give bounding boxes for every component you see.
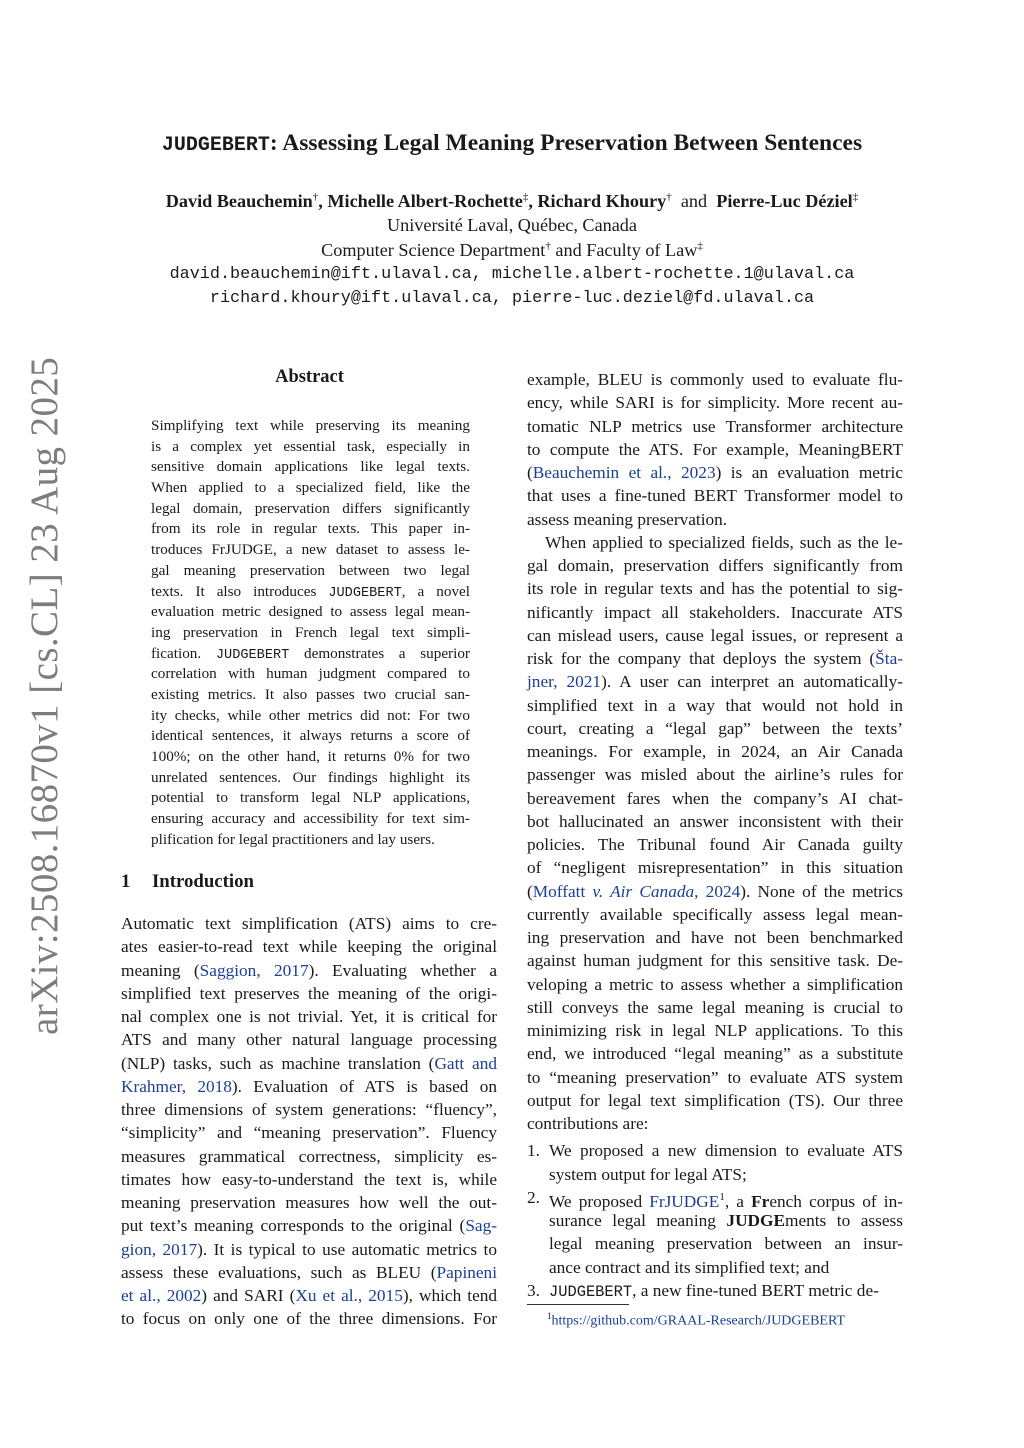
text-fragment: (NLP) tasks, such as machine translation (: [121, 1053, 435, 1073]
text-line: ency, while SARI is for simplicity. More recent au-: [527, 393, 903, 413]
affiliation-mark: ‡: [522, 191, 529, 203]
text-fragment: JUDGE: [726, 1211, 785, 1230]
text-line: simplified text in a way that would not hold in: [527, 695, 903, 715]
affiliation-mark: †: [312, 191, 319, 203]
text-line: policies. The Tribunal found Air Canada guilty: [527, 835, 903, 854]
text-fragment: ). Evaluation of ATS is based on: [231, 1076, 498, 1096]
citation-link[interactable]: et al., 2002: [121, 1286, 202, 1305]
text-line: nificantly impact all stakeholders. Inaccurate ATS: [527, 602, 903, 622]
author-name: Michelle Albert-Rochette: [327, 191, 523, 212]
citation-link[interactable]: jner, 2021: [527, 672, 602, 692]
arxiv-identifier: arXiv:2508.16870v1 [cs.CL] 23 Aug 2025: [23, 356, 66, 1035]
title-text: : Assessing Legal Meaning Preservation Between Sentences: [269, 130, 863, 156]
department-name: Faculty of Law: [586, 240, 698, 261]
text-line: to focus on only one of the three dimensions. For: [121, 1309, 497, 1329]
department-name: Computer Science Department: [321, 240, 546, 261]
text-line: example, BLEU is commonly used to evaluate flu-: [527, 370, 903, 389]
affiliation-mark: †: [545, 240, 551, 252]
text-line: bot hallucinated an answer inconsistent with their: [527, 811, 903, 831]
text-fragment: fication.: [151, 644, 216, 662]
text-line: simplified text preserves the meaning of the origi-: [121, 983, 497, 1003]
text-line: ates easier-to-read text while keeping the original: [121, 937, 497, 957]
text-line: passenger was misled about the airline’s rules for: [527, 765, 903, 785]
citation-link[interactable]: Moffatt v. Air Canada, 2024: [532, 881, 741, 901]
text-line: [121, 959, 497, 982]
text-line: [121, 1075, 497, 1098]
text-fragment: surance legal meaning: [549, 1211, 727, 1230]
separator: ,: [528, 191, 533, 212]
contribution-item: [527, 1186, 903, 1279]
text-line: veloping a metric to assess whether a simplification: [527, 974, 903, 994]
citation-link[interactable]: gion, 2017: [121, 1239, 198, 1259]
metric-name: JUDGEBERT: [215, 647, 290, 663]
author-name: Richard Khoury: [537, 191, 667, 212]
contribution-item: [527, 1279, 903, 1302]
text-line: [121, 1261, 497, 1284]
text-line: to compute the ATS. For example, MeaningBERT: [527, 439, 903, 459]
text-fragment: ments to assess: [785, 1211, 903, 1230]
text-line: legal domain, preservation differs significantly: [151, 499, 470, 517]
text-line: correlation with human judgment compared to: [151, 665, 470, 683]
text-line: [527, 670, 903, 693]
text-line: [121, 1214, 497, 1237]
text-line: unrelated sentences. Our findings highlight its: [151, 768, 470, 786]
text-fragment: ). None of the metrics: [740, 881, 903, 901]
text-line: troduces FrJUDGE, a new dataset to assess le-: [151, 541, 470, 559]
text-line: court, creating a “legal gap” between the texts’: [527, 718, 903, 738]
text-fragment: assess these evaluations, such as BLEU (: [121, 1262, 437, 1282]
text-fragment: ench corpus of in-: [769, 1191, 903, 1211]
text-line: contributions are:: [527, 1114, 649, 1133]
abstract-body: [151, 416, 470, 850]
title-metric-name: JUDGEBERT: [161, 134, 270, 157]
citation-link[interactable]: Šta-: [875, 649, 903, 668]
contribution-item: [527, 1139, 903, 1186]
section-heading-introduction: [121, 871, 254, 893]
text-fragment: , a: [724, 1191, 752, 1211]
text-line: [549, 1186, 903, 1209]
text-line: [527, 647, 903, 670]
citation-link[interactable]: Papineni: [436, 1262, 497, 1282]
text-fragment: (: [527, 463, 533, 482]
text-line: [121, 1238, 497, 1261]
text-line: end, we introduced “legal meaning” as a substitute: [527, 1044, 903, 1064]
citation-link[interactable]: Xu et al., 2015: [295, 1286, 403, 1305]
dataset-link[interactable]: FrJUDGE: [649, 1191, 720, 1211]
text-line: potential to transform legal NLP applications,: [151, 789, 470, 807]
text-fragment: ). It is typical to use automatic metrics to: [197, 1239, 497, 1259]
text-line: its role in regular texts and has the potential to sig-: [527, 579, 903, 599]
citation-link[interactable]: Gatt and: [434, 1053, 497, 1073]
text-line: existing metrics. It also passes two crucial san-: [151, 685, 470, 703]
text-line: minimizing risk in legal NLP applications. To this: [527, 1021, 903, 1040]
citation-link[interactable]: Beauchemin et al., 2023: [532, 463, 716, 482]
text-line: output for legal text simplification (TS). Our three: [527, 1090, 903, 1110]
text-fragment: demonstrates a superior: [289, 644, 470, 662]
text-fragment: , a new fine-tuned BERT metric de-: [632, 1280, 879, 1300]
text-line: meaning preservation measures how well the out-: [121, 1193, 497, 1212]
text-line: Automatic text simplification (ATS) aims to cre-: [121, 914, 497, 933]
right-column-body: [527, 368, 903, 1302]
text-fragment: , a novel: [401, 582, 470, 600]
text-line: still conveys the same legal meaning is crucial to: [527, 997, 903, 1017]
text-fragment: Fr: [751, 1191, 770, 1211]
text-line: can mislead users, cause legal issues, or represent a: [527, 625, 903, 645]
footnote-marker[interactable]: 1: [719, 1190, 725, 1203]
author-list: [0, 191, 1024, 212]
email-line[interactable]: david.beauchemin@ift.ulaval.ca, michelle.albert-rochette.1@ulaval.ca: [169, 265, 855, 284]
text-line: timates how easy-to-understand the text is, while: [121, 1169, 497, 1189]
introduction-body: [121, 912, 497, 1331]
metric-name: JUDGEBERT: [328, 585, 402, 601]
citation-link[interactable]: Sag-: [465, 1216, 497, 1236]
text-line: Simplifying text while preserving its meaning: [151, 417, 470, 434]
metric-name: JUDGEBERT: [549, 1282, 633, 1301]
affiliation-conjunction: and: [550, 240, 587, 261]
text-line: bereavement fares when the company’s AI chat-: [527, 788, 903, 808]
text-line: is a complex yet essential task, especially in: [151, 437, 470, 455]
footnote-url-link[interactable]: https://github.com/GRAAL-Research/JUDGEBERT: [551, 1313, 846, 1329]
text-line: system output for legal ATS;: [549, 1164, 747, 1184]
text-fragment: meaning (: [121, 960, 200, 980]
text-line: meanings. For example, in 2024, an Air Canada: [527, 742, 903, 761]
text-line: [527, 461, 903, 484]
separator: ,: [318, 191, 323, 212]
text-line: currently available specifically assess legal mean-: [527, 904, 903, 924]
text-line: When applied to specialized fields, such as the le-: [545, 532, 903, 552]
text-fragment: ), which tend: [402, 1286, 498, 1305]
text-line: ensuring accuracy and accessibility for text sim-: [151, 810, 470, 828]
text-line: We proposed a new dimension to evaluate ATS: [549, 1141, 903, 1161]
text-line: three dimensions of system generations: “fluency”,: [121, 1100, 497, 1119]
text-fragment: ). Evaluating whether a: [308, 960, 497, 980]
affiliation-university: Université Laval, Québec, Canada: [387, 215, 637, 235]
text-line: that uses a fine-tuned BERT Transformer model to: [527, 486, 903, 506]
text-line: [549, 1209, 903, 1232]
abstract-heading: Abstract: [275, 367, 344, 387]
text-line: 100%; on the other hand, it returns 0% for two: [151, 748, 470, 765]
text-fragment: ). A user can interpret an automatically-: [601, 672, 904, 692]
author-conjunction: and: [680, 191, 708, 212]
text-line: plification for legal practitioners and lay users.: [151, 830, 435, 848]
footnote-number: 1: [547, 1311, 552, 1321]
section-title: Introduction: [152, 871, 254, 892]
text-line: ing preservation in French legal text simpli-: [151, 623, 470, 641]
text-line: [549, 1279, 903, 1302]
text-line: ing preservation and have not been benchmarked: [527, 928, 903, 947]
affiliation-mark: †: [666, 191, 672, 203]
citation-link[interactable]: Krahmer, 2018: [121, 1076, 232, 1096]
text-line: [527, 880, 903, 903]
text-line: gal meaning preservation between two legal: [151, 561, 470, 579]
text-fragment: ) is an evaluation metric: [715, 463, 903, 482]
author-name: Pierre-Luc Déziel: [716, 191, 853, 212]
text-line: “simplicity” and “meaning preservation”. Fluency: [121, 1123, 497, 1143]
text-line: to “meaning preservation” to evaluate ATS system: [527, 1067, 903, 1087]
affiliation-departments: [0, 240, 1024, 261]
paper-title: [0, 130, 1024, 157]
text-line: [151, 644, 470, 665]
text-line: When applied to a specialized field, like the: [151, 479, 470, 497]
text-line: ance contract and its simplified text; and: [549, 1257, 830, 1277]
text-line: gal domain, preservation differs significantly from: [527, 556, 903, 575]
text-line: of “negligent misrepresentation” in this situation: [527, 858, 903, 878]
text-line: tomatic NLP metrics use Transformer architecture: [527, 416, 903, 436]
text-line: identical sentences, it always returns a score of: [151, 727, 470, 745]
text-line: nal complex one is not trivial. Yet, it is critical for: [121, 1007, 497, 1026]
text-line: from its role in regular texts. This paper in-: [151, 520, 470, 538]
text-line: [151, 582, 470, 603]
text-line: evaluation metric designed to assess legal mean-: [151, 603, 470, 621]
citation-link[interactable]: Saggion, 2017: [199, 960, 309, 980]
affiliation-mark: ‡: [697, 240, 703, 252]
list-marker: 1.: [527, 1141, 540, 1161]
section-number: 1: [121, 871, 131, 892]
author-name: David Beauchemin: [165, 191, 313, 212]
footnote: [547, 1311, 845, 1330]
text-line: measures grammatical correctness, simplicity es-: [121, 1146, 497, 1166]
text-fragment: put text’s meaning corresponds to the original (: [121, 1216, 466, 1236]
text-line: assess meaning preservation.: [527, 509, 728, 529]
email-line[interactable]: richard.khoury@ift.ulaval.ca, pierre-luc.deziel@fd.ulaval.ca: [209, 289, 815, 308]
list-marker: 3.: [527, 1280, 540, 1300]
text-fragment: risk for the company that deploys the system (: [527, 649, 876, 668]
text-line: sensitive domain applications like legal texts.: [151, 458, 470, 476]
text-line: [121, 1052, 497, 1075]
affiliation-mark: ‡: [852, 191, 859, 203]
text-line: [121, 1284, 497, 1307]
text-fragment: (: [527, 881, 533, 901]
text-line: ATS and many other natural language processing: [121, 1030, 497, 1050]
list-marker: 2.: [527, 1187, 540, 1207]
text-line: ity checks, while other metrics did not: For two: [151, 706, 470, 724]
text-fragment: texts. It also introduces: [151, 582, 329, 600]
text-fragment: ) and SARI (: [201, 1286, 296, 1305]
footnote-divider: [527, 1304, 629, 1305]
text-line: legal meaning preservation between an insur-: [549, 1234, 903, 1254]
text-line: against human judgment for this sensitive task. De-: [527, 951, 903, 971]
text-fragment: We proposed: [549, 1191, 650, 1211]
